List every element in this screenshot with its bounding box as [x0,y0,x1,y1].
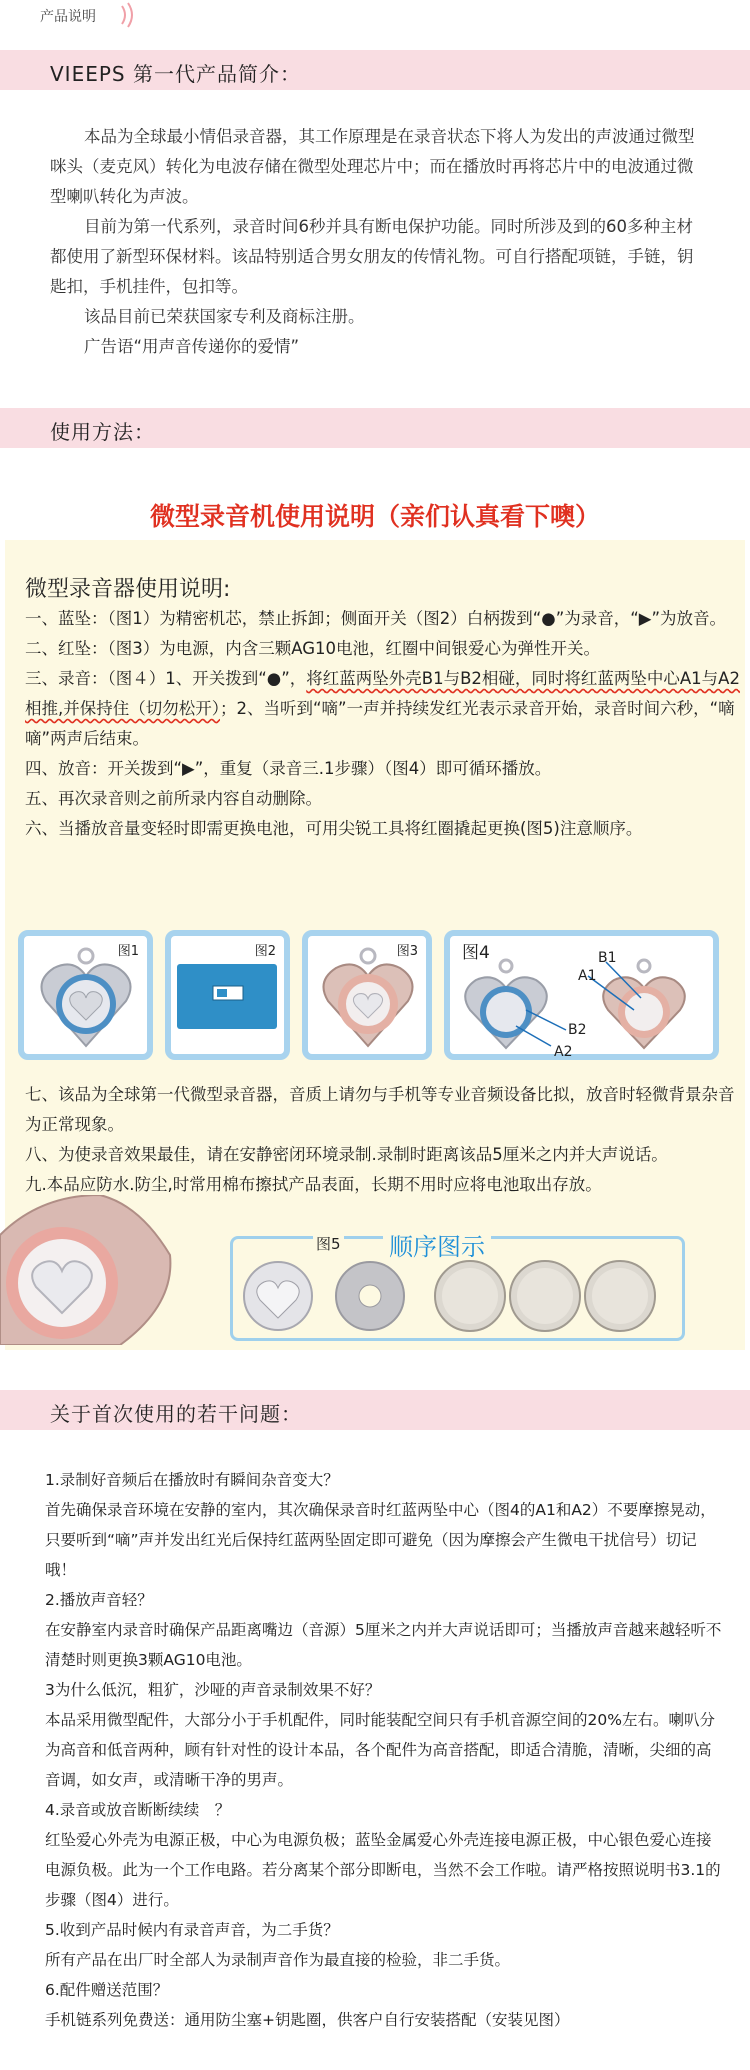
label-b1: B1 [598,950,617,966]
label-a2: A2 [554,1044,573,1060]
faq-section-band [0,1390,750,1430]
intro-text [50,122,700,362]
figure-4-frame [444,930,719,1060]
faq-answer-2: 在安静室内录音时确保产品距离嘴边（音源）5厘米之内并大声说话即可；当播放声音越来越轻听不清楚时则更换3颗AG10电池。 [45,1621,722,1669]
intro-paragraph-1: 本品为全球最小情侣录音器，其工作原理是在录音状态下将人为发出的声波通过微型咪头（麦克风）转化为电波存储在微型处理芯片中；而在播放时再将芯片中的电波通过微型喇叭转化为声波。 [50,127,695,206]
figure-1-frame [18,930,153,1060]
figure-1-label: 图1 [117,944,139,959]
label-a1: A1 [578,968,597,984]
intro-paragraph-3: 该品目前已荣获国家专利及商标注册。 [84,307,365,326]
figure-3-frame [302,930,432,1060]
manual-step-5: 五、再次录音则之前所录内容自动删除。 [25,789,322,808]
faq-question-5: 5.收到产品时候内有录音声音，为二手货？ [45,1921,339,1939]
label-b2: B2 [568,1022,587,1038]
manual-banner-title: 微型录音机使用说明（亲们认真看下噢） [149,502,600,531]
manual-step-1: 一、蓝坠：（图1）为精密机芯，禁止拆卸；侧面开关（图2）白柄拨到“●”为录音，“▶”为放音。 [25,609,727,628]
intro-section-band [0,50,750,90]
figure-2-frame [165,930,290,1060]
faq-answer-1: 首先确保录音环境在安静的室内，其次确保录音时红蓝两坠中心（图4的A1和A2）不要摩擦晃动，只要听到“嘀”声并发出红光后保持红蓝两坠固定即可避免（因为摩擦会产生微电干扰信号）切记哦！ [45,1501,716,1579]
faq-section-title: 关于首次使用的若干问题： [50,1402,302,1426]
manual-title: 微型录音器使用说明: [25,577,231,602]
faq-list [45,1465,725,2035]
manual-steps-1-6 [25,604,740,844]
manual-step-3-part-c: ；2、当听到“嘀”一声并持续发红光表示录音开始，录音时间六秒，“嘀嘀”两声后结束。 [25,699,735,748]
faq-question-4: 4.录音或放音断断续续 ？ [45,1801,231,1819]
figure-3-label: 图3 [396,944,418,959]
faq-question-2: 2.播放声音轻？ [45,1591,153,1609]
faq-answer-5: 所有产品在出厂时全部人为录制声音作为最直接的检验，非二手货。 [45,1951,511,1969]
manual-step-7: 七、该品为全球第一代微型录音器，音质上请勿与手机等专业音频设备比拟，放音时轻微背景杂音为正常现象。 [25,1085,735,1134]
red-heart-pendant-icon [316,946,421,1051]
manual-step-2: 二、红坠：（图3）为电源，内含三颗AG10电池，红圈中间银爱心为弹性开关。 [25,639,601,658]
sound-wave-icon [118,0,148,30]
intro-paragraph-2: 目前为第一代系列，录音时间6秒并具有断电保护功能。同时所涉及到的60多种主材都使用了新型环保材料。该品特别适合男女朋友的传情礼物。可自行搭配项链，手链，钥匙扣，手机挂件，包扣等。 [50,217,694,296]
faq-question-6: 6.配件赠送范围？ [45,1981,169,1999]
manual-step-3 [25,664,740,754]
faq-answer-4: 红坠爱心外壳为电源正极，中心为电源负极；蓝坠金属爱心外壳连接电源正极，中心银色爱心连接电源负极。此为一个工作电路。若分离某个部分即断电，当然不会工作啦。请严格按照说明书3.1的步骤（图4）进行。 [45,1831,721,1909]
blue-heart-pendant-icon [34,946,139,1051]
manual-steps-7-9 [25,1080,740,1200]
usage-section-title: 使用方法： [50,420,155,444]
faq-question-1: 1.录制好音频后在播放时有瞬间杂音变大？ [45,1471,339,1489]
manual-step-9: 九.本品应防水.防尘,时常用棉布擦拭产品表面，长期不用时应将电池取出存放。 [25,1175,602,1194]
manual-step-8: 八、为使录音效果最佳，请在安静密闭环境录制.录制时距离该品5厘米之内并大声说话。 [25,1145,668,1164]
intro-slogan: 广告语“用声音传递你的爱情” [84,337,300,356]
figure-4-label: 图4 [462,943,490,963]
side-switch-icon [177,964,277,1029]
battery-sequence-icons [240,1258,670,1334]
sequence-title: 顺序图示 [383,1227,491,1262]
intro-section-title: VIEEPS 第一代产品简介： [50,62,301,86]
large-pendant-icon [0,1195,180,1345]
faq-question-3: 3为什么低沉，粗犷，沙哑的声音录制效果不好？ [45,1681,381,1699]
usage-section-band [0,408,750,448]
manual-step-3-part-a: 三、录音：（图４）1、开关拨到“●”， [25,669,307,688]
figure-2-label: 图2 [254,944,276,959]
product-description-tag: 产品说明 [40,9,96,25]
manual-step-3-highlight: 将红蓝两坠外壳B1与B2相碰，同时将红蓝两坠中心A1与A2相推,并保持住（切勿松开） [25,669,740,718]
figure-5-label: 图5 [313,1233,344,1254]
faq-answer-3: 本品采用微型配件，大部分小于手机配件，同时能装配空间只有手机音源空间的20%左右。喇叭分为高音和低音两种，顾有针对性的设计本品，各个配件为高音搭配，即适合清脆，清晰，尖细的高音调，如女声，或清晰干净的男声。 [45,1711,715,1789]
manual-step-6: 六、当播放音量变轻时即需更换电池，可用尖锐工具将红圈撬起更换(图5)注意顺序。 [25,819,643,838]
manual-step-4: 四、放音：开关拨到“▶”，重复（录音三.1步骤）（图4）即可循环播放。 [25,759,552,778]
faq-answer-6: 手机链系列免费送：通用防尘塞+钥匙圈，供客户自行安装搭配（安装见图） [45,2011,570,2029]
